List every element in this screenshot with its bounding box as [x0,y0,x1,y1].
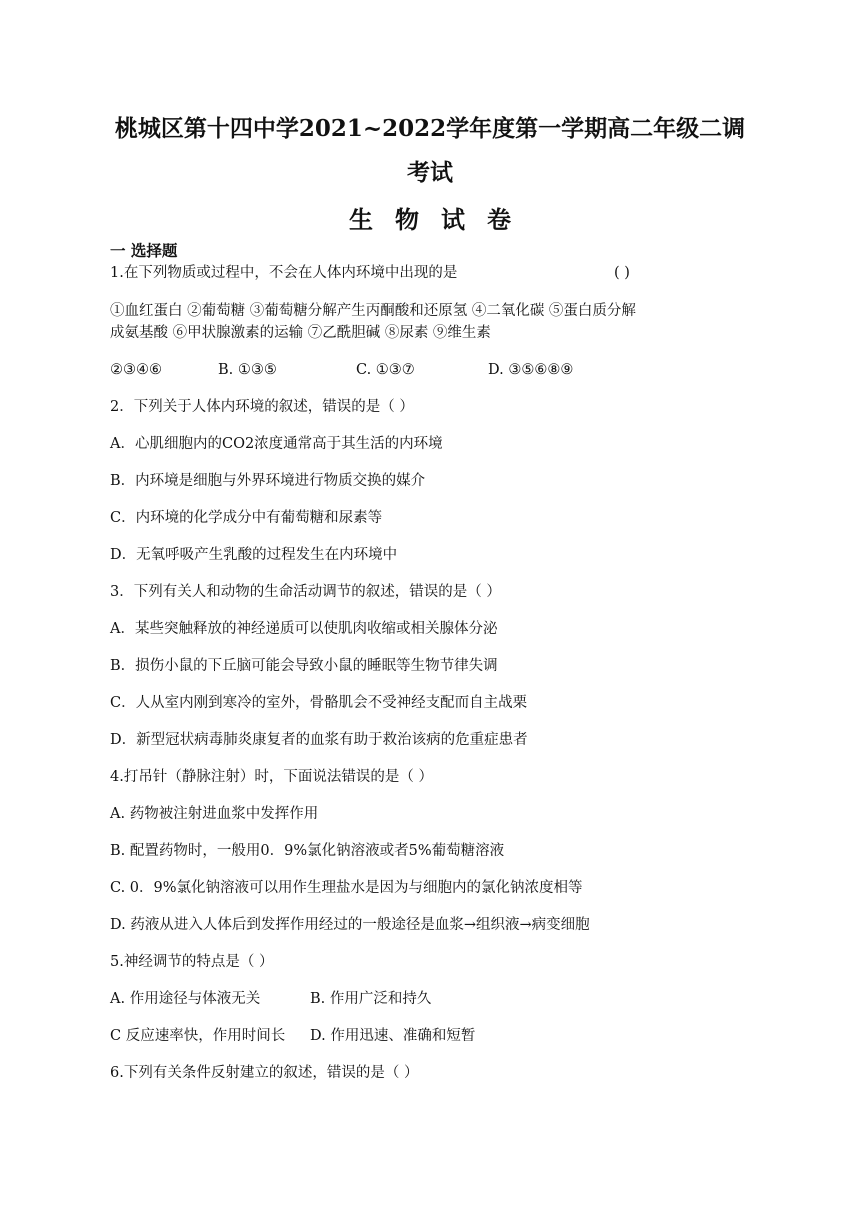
question-1-options [110,360,573,380]
question-5-option-c: C 反应速率快，作用时间长 [110,1028,286,1044]
question-1-items-line2: 成氨基酸 ⑥甲状腺激素的运输 ⑦乙酰胆碱 ⑧尿素 ⑨维生素 [110,325,491,341]
question-6-stem: 6.下列有关条件反射建立的叙述，错误的是（ ） [110,1065,419,1081]
subject-title: 生物试卷 [349,205,533,234]
question-4-stem: 4.打吊针（静脉注射）时，下面说法错误的是（ ） [110,769,433,785]
question-5-options-row1 [110,989,431,1009]
question-1-answer-paren: ( ) [614,265,630,281]
question-2-option-a: A．心肌细胞内的CO2浓度通常高于其生活的内环境 [110,436,443,452]
question-1-option-b: B. ①③⑤ [218,362,277,378]
question-2-option-b: B．内环境是细胞与外界环境进行物质交换的媒介 [110,473,426,489]
section-heading: 一 选择题 [110,241,178,260]
question-3-option-c: C．人从室内刚到寒冷的室外，骨骼肌会不受神经支配而自主战栗 [110,695,528,711]
question-5-stem: 5.神经调节的特点是（ ） [110,954,274,970]
question-1-option-a: ②③④⑥ [110,362,162,378]
question-3-stem: 3．下列有关人和动物的生命活动调节的叙述，错误的是（ ） [110,584,501,600]
question-5-options-row2 [110,1026,475,1046]
question-1-items-line1: ①血红蛋白 ②葡萄糖 ③葡萄糖分解产生丙酮酸和还原氢 ④二氧化碳 ⑤蛋白质分解 [110,303,636,319]
question-2-stem: 2．下列关于人体内环境的叙述，错误的是（ ） [110,399,414,415]
question-1-option-c: C. ①③⑦ [356,362,415,378]
question-4-option-b: B. 配置药物时，一般用0．9%氯化钠溶液或者5%葡萄糖溶液 [110,843,505,859]
question-2-option-c: C．内环境的化学成分中有葡萄糖和尿素等 [110,510,383,526]
question-3-option-a: A．某些突触释放的神经递质可以使肌肉收缩或相关腺体分泌 [110,621,498,637]
question-5-option-b: B. 作用广泛和持久 [310,991,432,1007]
question-4-option-c: C. 0．9%氯化钠溶液可以用作生理盐水是因为与细胞内的氯化钠浓度相等 [110,880,583,896]
question-2-option-d: D．无氧呼吸产生乳酸的过程发生在内环境中 [110,547,398,563]
question-3-option-d: D．新型冠状病毒肺炎康复者的血浆有助于救治该病的危重症患者 [110,732,528,748]
exam-title-continued: 考试 [407,159,453,186]
question-4-option-d: D. 药液从进入人体后到发挥作用经过的一般途径是血浆→组织液→病变细胞 [110,917,590,933]
question-5-option-d: D. 作用迅速、准确和短暂 [310,1028,476,1044]
question-3-option-b: B．损伤小鼠的下丘脑可能会导致小鼠的睡眠等生物节律失调 [110,658,498,674]
question-1-stem: 1.在下列物质或过程中，不会在人体内环境中出现的是 [110,265,458,281]
exam-title: 桃城区第十四中学2021~2022学年度第一学期高二年级二调 [114,115,746,142]
question-4-option-a: A. 药物被注射进血浆中发挥作用 [110,806,319,822]
question-5-option-a: A. 作用途径与体液无关 [110,991,261,1007]
question-1-option-d: D. ③⑤⑥⑧⑨ [488,362,574,378]
